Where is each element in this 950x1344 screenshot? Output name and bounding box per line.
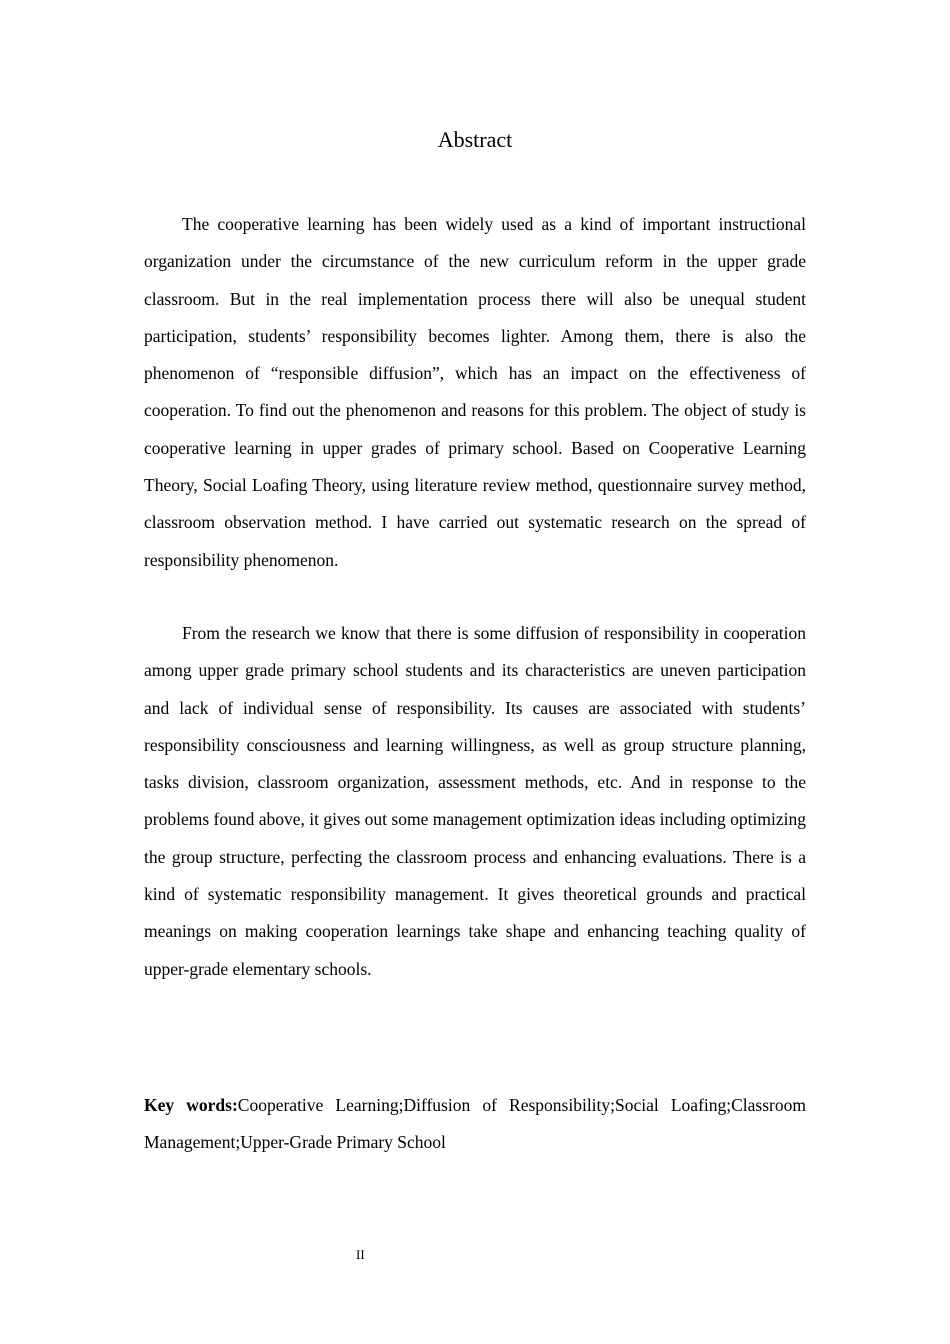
abstract-paragraph: From the research we know that there is some diffusion of responsibility in cooperation among upper grade primary school students and its characteristics are uneven participation and lack of individual sense of responsibility. Its causes are associated with students’ responsibility consciousness and learning willingness, as well as group structure planning, tasks division, classroom organization, assessment methods, etc. And in response to the problems found above, it gives out some management optimization ideas including optimizing the group structure, perfecting the classroom process and enhancing evaluations. There is a kind of systematic responsibility management. It gives theoretical grounds and practical meanings on making cooperation learnings take shape and enhancing teaching quality of upper-grade elementary schools. bbox=[144, 623, 806, 979]
keywords-text: Cooperative Learning;Diffusion of Responsibility;Social Loafing;Classroom Management;Upper-Grade Primary School bbox=[144, 1095, 806, 1153]
abstract-paragraph: The cooperative learning has been widely used as a kind of important instructional organization under the circumstance of the new curriculum reform in the upper grade classroom. But in the real implementation process there will also be unequal student participation, students’ responsibility becomes lighter. Among them, there is also the phenomenon of “responsible diffusion”, which has an impact on the effectiveness of cooperation. To find out the phenomenon and reasons for this problem. The object of study is cooperative learning in upper grades of primary school. Based on Cooperative Learning Theory, Social Loafing Theory, using literature review method, questionnaire survey method, classroom observation method. I have carried out systematic research on the spread of responsibility phenomenon. bbox=[144, 214, 806, 570]
abstract-paragraph-2-container bbox=[144, 615, 806, 988]
abstract-title: Abstract bbox=[437, 127, 513, 152]
keywords-line bbox=[144, 1087, 806, 1162]
keywords-label: Key words: bbox=[144, 1095, 238, 1115]
abstract-paragraph-1-container bbox=[144, 206, 806, 579]
page-number: II bbox=[356, 1247, 365, 1262]
